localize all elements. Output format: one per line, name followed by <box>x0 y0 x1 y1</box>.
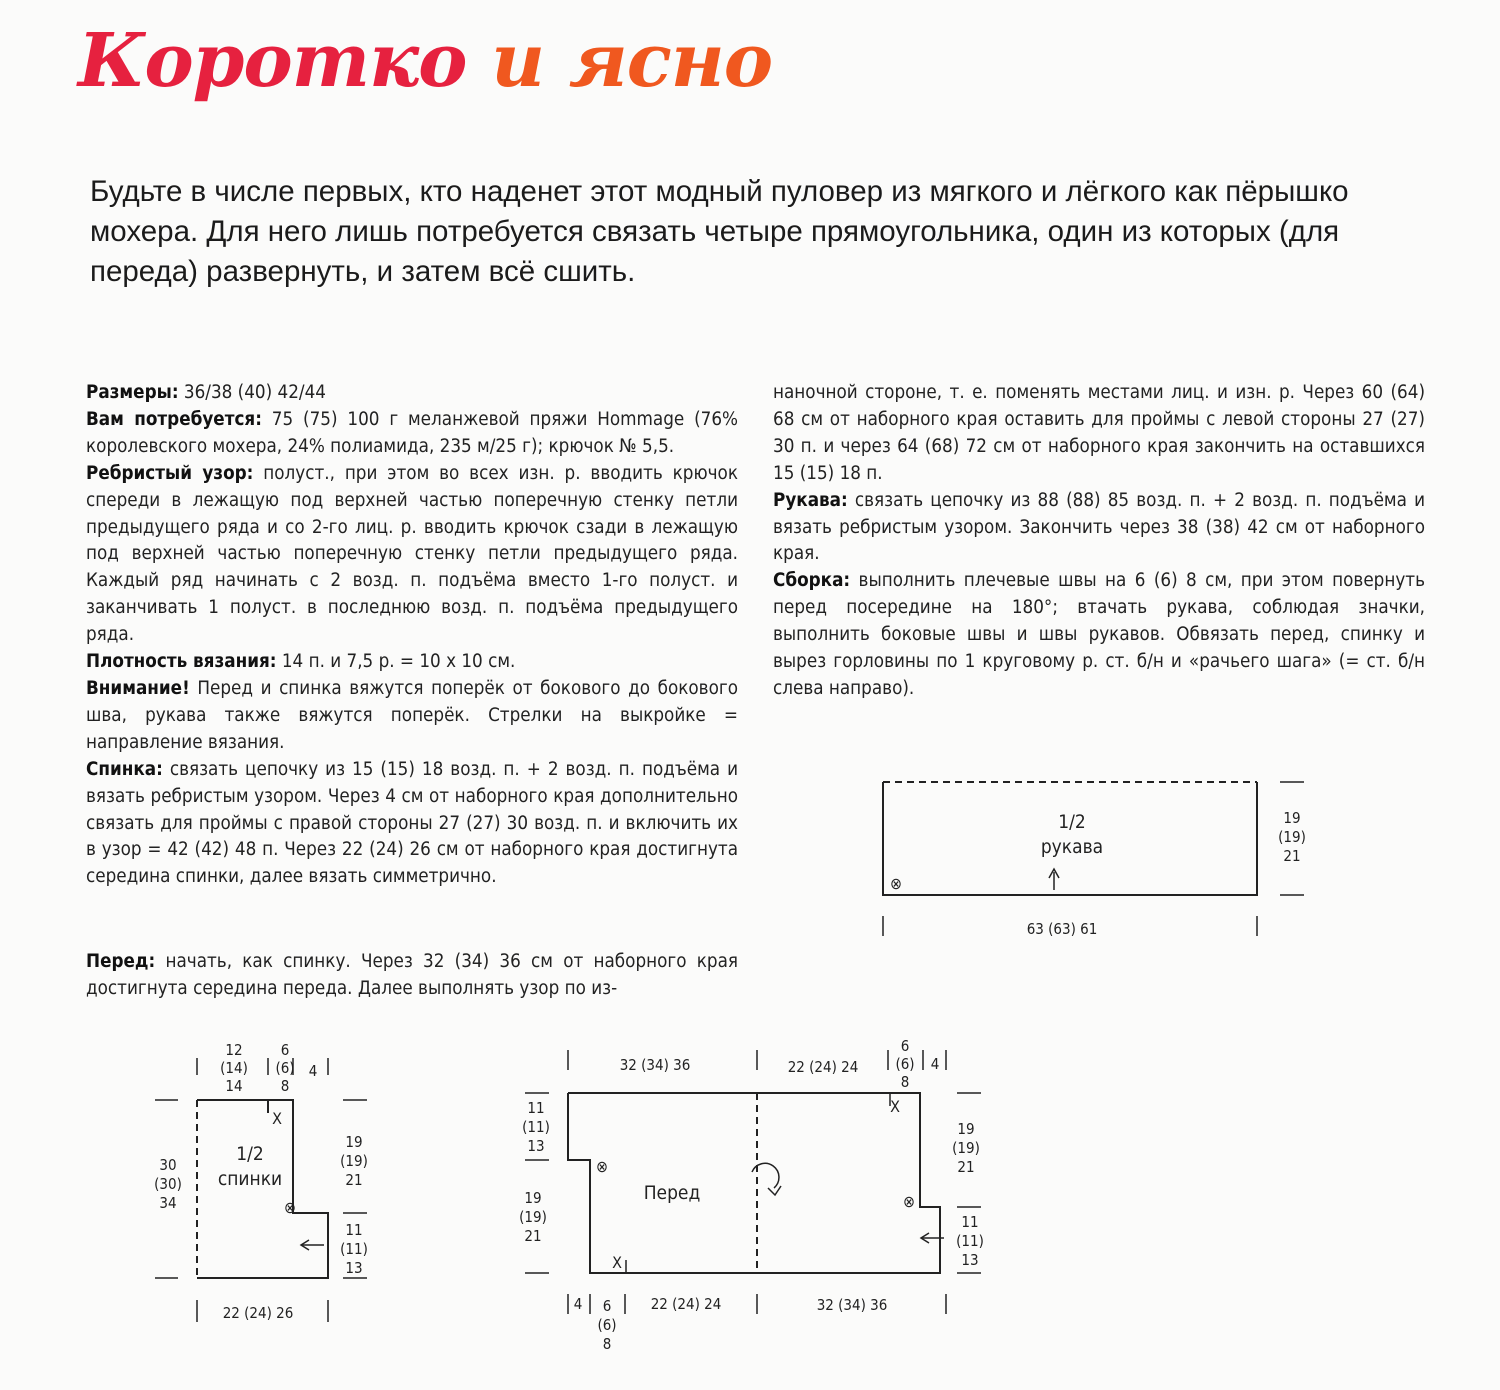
front-right-2b: (11) <box>956 1232 984 1250</box>
pattern-label: Ребристый узор: <box>86 462 254 484</box>
back-right-2b: (11) <box>340 1240 368 1258</box>
back-label: Спинка: <box>86 758 163 780</box>
back-cross-marker-icon: ⊗ <box>283 1198 297 1217</box>
sleeve-arrow-icon <box>1049 869 1059 878</box>
front-label: Перед <box>643 1182 701 1204</box>
back-outline <box>197 1100 328 1278</box>
back-x-marker: X <box>272 1109 282 1128</box>
back-bottom: 22 (24) 26 <box>222 1304 294 1322</box>
front-left-1c: 13 <box>527 1137 545 1155</box>
back-arrow-icon <box>301 1240 309 1250</box>
sizes-label: Размеры: <box>86 382 179 403</box>
sleeve-outline <box>883 782 1257 895</box>
back-right-1c: 21 <box>345 1171 363 1189</box>
front-rotate-arrow-icon <box>752 1163 779 1188</box>
front-bottom-2a: 6 <box>602 1297 612 1315</box>
attention-paragraph <box>86 676 738 757</box>
front-left-2b: (19) <box>519 1208 547 1226</box>
front-x-marker-top: X <box>890 1097 900 1116</box>
lead-paragraph: Будьте в числе первых, кто наденет этот модный пуловер из мягкого и лёгкого как пёрышко мохера. Для него лишь потребуется связать четыре прямоугольника, один из которых (для переда) развернуть, и затем всё сшить. <box>90 175 1349 288</box>
front-arrow-icon <box>921 1233 929 1243</box>
front-right-1a: 19 <box>957 1120 975 1138</box>
sleeves-text: связать цепочку из 88 (88) 85 возд. п. + 2 возд. п. подъёма и вязать ребристым узором. Закончить через 38 (38) 42 см от наборного края. <box>773 489 1425 565</box>
gauge-text: 14 п. и 7,5 р. = 10 х 10 см. <box>276 651 516 673</box>
sleeves-label: Рукава: <box>773 489 848 511</box>
front-top-3c: 8 <box>900 1073 910 1091</box>
gauge-label: Плотность вязания: <box>86 651 277 673</box>
sizes-text: 36/38 (40) 42/44 <box>178 382 326 403</box>
sleeve-diagram <box>883 782 1304 936</box>
back-paragraph <box>86 757 738 892</box>
attention-text: Перед и спинка вяжутся поперёк от бокового до бокового шва, рукава также вяжутся поперёк. Стрелки на выкройке = направление вязания. <box>86 677 738 753</box>
back-right-2a: 11 <box>345 1221 363 1239</box>
sleeve-label-1: 1/2 <box>1058 811 1086 833</box>
front-rotate-arrow-head <box>768 1186 781 1195</box>
front-top-1: 32 (34) 36 <box>619 1056 691 1074</box>
back-top-1c: 14 <box>225 1077 243 1095</box>
assembly-paragraph <box>773 568 1425 703</box>
front-right-2c: 13 <box>961 1251 979 1269</box>
back-label-2: спинки <box>217 1168 283 1190</box>
pattern-paragraph <box>86 461 738 649</box>
front-x-marker-bottom: X <box>612 1253 622 1272</box>
back-top-1b: (14) <box>220 1059 248 1077</box>
sleeves-paragraph <box>773 488 1425 569</box>
front-bottom-2b: (6) <box>597 1316 617 1334</box>
front-bottom-4: 32 (34) 36 <box>816 1296 888 1314</box>
front-paragraph-start <box>86 949 738 1003</box>
sizes-paragraph <box>86 380 738 407</box>
front-bottom-3: 22 (24) 24 <box>650 1295 722 1313</box>
front-top-3a: 6 <box>900 1037 910 1055</box>
back-top-2a: 6 <box>280 1041 290 1059</box>
text-column-right <box>773 380 1425 703</box>
back-right-1b: (19) <box>340 1152 368 1170</box>
sleeve-width-label: 63 (63) 61 <box>1026 920 1098 938</box>
front-bottom-2c: 8 <box>602 1335 612 1353</box>
back-top-2b: (6) <box>275 1059 295 1077</box>
back-top-1a: 12 <box>225 1041 243 1059</box>
front-right-1c: 21 <box>957 1158 975 1176</box>
materials-paragraph <box>86 407 738 461</box>
back-label-1: 1/2 <box>236 1143 264 1165</box>
sleeve-height-1: 19 <box>1283 809 1301 827</box>
back-text: связать цепочку из 15 (15) 18 возд. п. + 2 возд. п. подъёма и вязать ребристым узором. Через 4 см от наборного края дополнительно связать для проймы с правой стороны 27 (27) 30 возд. п. и включить их в узор = 42 (42) 48 п. Через 22 (24) 26 см от наборного края достигнута середина спинки, далее вязать симметрично. <box>86 758 738 888</box>
front-cross-marker-right-icon: ⊗ <box>902 1192 916 1211</box>
back-left-c: 34 <box>159 1194 177 1212</box>
back-shoulder <box>197 1100 268 1113</box>
front-paragraph-continued: наночной стороне, т. е. поменять местами лиц. и изн. р. Через 60 (64) 68 см от наборного края оставить для проймы с левой стороны 27 (27) 30 п. и через 64 (68) 72 см от наборного края закончить на оставшихся 15 (15) 18 п. <box>773 382 1425 484</box>
front-paragraph <box>86 949 738 1003</box>
title-part-2: и ясно <box>491 18 773 104</box>
sleeve-cross-marker-icon: ⊗ <box>889 874 903 893</box>
assembly-label: Сборка: <box>773 570 851 592</box>
materials-label: Вам потребуется: <box>86 408 262 430</box>
front-label: Перед: <box>86 951 156 972</box>
front-left-2a: 19 <box>524 1189 542 1207</box>
front-left-1a: 11 <box>527 1099 545 1117</box>
back-top-3: 4 <box>308 1062 318 1080</box>
assembly-text: выполнить плечевые швы на 6 (6) 8 см, при этом повернуть перед посередине на 180°; втачать рукава, соблюдая значки, выполнить боковые швы и швы рукавов. Обвязать перед, спинку и вырез горловины по 1 круговому р. ст. б/н и «рачьего шага» (= ст. б/н слева направо). <box>773 570 1425 699</box>
front-left-2c: 21 <box>524 1227 542 1245</box>
front-right-2a: 11 <box>961 1213 979 1231</box>
sleeve-height-3: 21 <box>1283 847 1301 865</box>
front-outline <box>568 1093 940 1273</box>
sleeve-height-2: (19) <box>1278 828 1306 846</box>
pattern-text: полуст., при этом во всех изн. р. вводить крючок спереди в лежащую под верхней частью поперечную стенку петли предыдущего ряда и со 2-го лиц. р. вводить крючок сзади в лежащую под верхней частью поперечную стенку петли предыдущего ряда. Каждый ряд начинать с 2 возд. п. подъёма вместо 1-го полуст. и заканчивать 1 полуст. в последнюю возд. п. подъёма предыдущего ряда. <box>86 462 738 646</box>
front-bottom-1: 4 <box>573 1295 583 1313</box>
back-diagram <box>155 1058 367 1322</box>
front-diagram <box>525 1050 981 1314</box>
materials-text: 75 (75) 100 г меланжевой пряжи Hommage (76% королевского мохера, 24% полиамида, 235 м/25 г); крючок № 5,5. <box>86 408 739 457</box>
gauge-paragraph <box>86 649 738 676</box>
front-left-1b: (11) <box>522 1118 550 1136</box>
front-cross-marker-left-icon: ⊗ <box>595 1157 609 1176</box>
back-top-2c: 8 <box>280 1077 290 1095</box>
front-top-2: 22 (24) 24 <box>787 1058 859 1076</box>
front-top-4: 4 <box>930 1055 940 1073</box>
front-right-1b: (19) <box>952 1139 980 1157</box>
front-top-3b: (6) <box>895 1055 915 1073</box>
back-right-2c: 13 <box>345 1259 363 1277</box>
attention-label: Внимание! <box>86 677 190 699</box>
back-right-1a: 19 <box>345 1133 363 1151</box>
sleeve-label-2: рукава <box>1040 836 1104 858</box>
title-part-1: Коротко <box>78 18 467 104</box>
page-title <box>78 10 772 114</box>
back-left-a: 30 <box>159 1156 177 1174</box>
back-left-b: (30) <box>154 1175 182 1193</box>
front-text: начать, как спинку. Через 32 (34) 36 см от наборного края достигнута середина переда. Далее выполнять узор по из- <box>86 951 738 999</box>
text-column-left <box>86 380 738 891</box>
